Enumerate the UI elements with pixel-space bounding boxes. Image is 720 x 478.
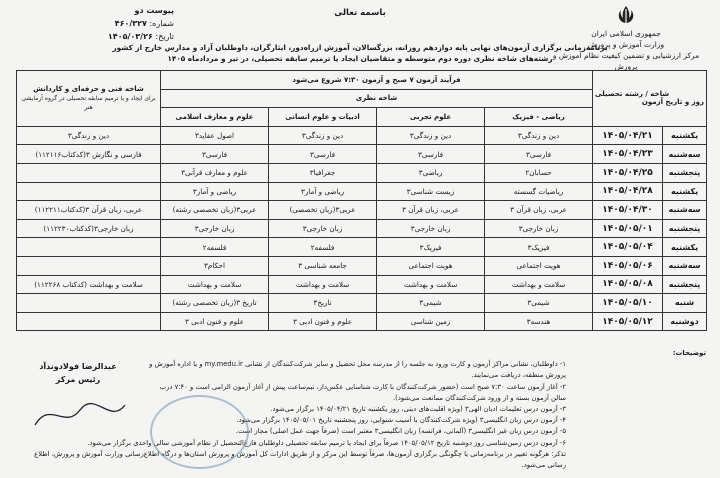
- cell-science: دین و زندگی۳: [377, 126, 485, 145]
- date-cell: ۱۴۰۵/۰۵/۱۰: [593, 294, 663, 313]
- tech-subtitle: برای ایجاد و یا ترمیم سابقه تحصیلی در گروه آزمایشی هنر: [21, 94, 156, 111]
- note-item: ۳- آزمون درس تعلیمات ادیان الهی۳ (ویژه اقلیت‌های دینی، روز یکشنبه تاریخ ۱۴۰۵/۰۴/۲۱ برگزار می‌شود.: [270, 405, 566, 414]
- attachment-label: پیوست دو: [134, 6, 174, 15]
- signer-role: رئیس مرکز: [55, 375, 101, 384]
- cell-tech: دین و زندگی۳: [17, 126, 161, 145]
- date-cell: ۱۴۰۵/۰۴/۲۱: [593, 126, 663, 145]
- corner-bottom: روز و تاریخ آزمون: [641, 98, 705, 107]
- table-row: [17, 145, 707, 164]
- cell-islamic: احکام۳: [161, 256, 269, 275]
- cell-humanities: علوم و فنون ادبی ۳: [269, 312, 377, 331]
- day-cell: یکشنبه: [663, 126, 707, 145]
- cell-math: هویت اجتماعی: [485, 256, 593, 275]
- date-cell: ۱۴۰۵/۰۴/۲۳: [593, 145, 663, 164]
- notes-title: توضیحات:: [672, 349, 706, 357]
- day-cell: دوشنبه: [663, 312, 707, 331]
- day-cell: سه‌شنبه: [663, 256, 707, 275]
- cell-science: شیمی۳: [377, 294, 485, 313]
- cell-humanities: تاریخ۳: [269, 294, 377, 313]
- cell-islamic: زبان خارجی۳: [161, 219, 269, 238]
- cell-math: فارسی۳: [485, 145, 593, 164]
- handwritten-signature: [30, 395, 130, 435]
- table-row: [17, 312, 707, 331]
- note-item: ۵- آزمون درس زبان غیر انگلیسی۳ (آلمانی، فرانسه) زبان انگلیسی۳ معتبر است (صرفاً جهت عمل اصلی) مجاز است.: [235, 427, 566, 436]
- col-header-islamic: علوم و معارف اسلامی: [161, 108, 269, 127]
- cell-islamic: عربی۳(زبان تخصصی رشته): [161, 201, 269, 220]
- number-label: شماره:: [149, 19, 174, 28]
- cell-science: ریاضی۳: [377, 163, 485, 182]
- table-row: [17, 182, 707, 201]
- date-cell: ۱۴۰۵/۰۴/۲۸: [593, 182, 663, 201]
- date-cell: ۱۴۰۵/۰۴/۲۵: [593, 163, 663, 182]
- cell-math: عربی، زبان قرآن ۳: [485, 201, 593, 220]
- cell-science: زیست شناسی۳: [377, 182, 485, 201]
- cell-science: فارسی۳: [377, 145, 485, 164]
- table-row: [17, 256, 707, 275]
- center-name: مرکز ارزشیابی و تضمین کیفیت نظام آموزش و پرورش: [552, 51, 700, 71]
- signature-block: [18, 360, 138, 386]
- tech-title: شاخه فنی و حرفه‌ای و کاردانش: [33, 84, 144, 93]
- note-item: ۲- آغاز آزمون ساعت ۷:۳۰ صبح است (حضور شرکت‌کنندگان با کارت شناسایی عکس‌دار، نیم‌ساعت پیش از آغاز آزمون الزامی است و ۷:۴۰ درب سالن آزمون بسته و از ورود شرکت‌کنندگان ممانعت می‌شود).: [159, 382, 566, 402]
- process-header: فرآیند آزمون ۷ صبح و آزمون ۷:۳۰ شروع می‌شود: [161, 71, 593, 90]
- col-header-humanities: ادبیات و علوم انسانی: [269, 108, 377, 127]
- ministry-name: وزارت آموزش و پرورش: [587, 40, 665, 49]
- date-cell: ۱۴۰۵/۰۵/۰۸: [593, 275, 663, 294]
- number-value: ۴۶۰/۳۲۷: [114, 19, 147, 28]
- cell-science: فیزیک۳: [377, 238, 485, 257]
- letter-meta: [14, 4, 174, 43]
- day-cell: شنبه: [663, 294, 707, 313]
- cell-islamic: علوم و معارف قرآنی۳: [161, 163, 269, 182]
- cell-tech: [17, 238, 161, 257]
- date-cell: ۱۴۰۵/۰۵/۱۲: [593, 312, 663, 331]
- tech-header: [17, 71, 161, 127]
- table-row: [17, 275, 707, 294]
- day-cell: یکشنبه: [663, 182, 707, 201]
- date-cell: ۱۴۰۵/۰۵/۰۶: [593, 256, 663, 275]
- table-row: [17, 294, 707, 313]
- cell-humanities: دین و زندگی۳: [269, 126, 377, 145]
- bismillah-title: باسمه تعالی: [334, 8, 386, 18]
- cell-tech: [17, 163, 161, 182]
- cell-science: عربی، زبان قرآن ۳: [377, 201, 485, 220]
- day-cell: یکشنبه: [663, 238, 707, 257]
- intro-line-2: رشته‌های شاخه نظری دوره دوم متوسطه و متقاضیان ایجاد یا ترمیم سابقه تحصیلی، در تیر و مردادماه ۱۴۰۵: [167, 54, 553, 63]
- country-name: جمهوری اسلامی ایران: [591, 29, 661, 38]
- cell-islamic: فارسی۳: [161, 145, 269, 164]
- cell-math: سلامت و بهداشت: [485, 275, 593, 294]
- note-item: ۶- آزمون درس زمین‌شناسی روز دوشنبه تاریخ ۱۴۰۵/۰۵/۱۲ صرفاً برای ایجاد یا ترمیم سابقه تحصیلی داوطلبان فارغ‌التحصیل از نظام آموزشی سالی واحدی برگزار می‌شود.: [87, 438, 566, 447]
- cell-humanities: فلسفه۲: [269, 238, 377, 257]
- emblem-icon: [615, 4, 637, 26]
- table-row: [17, 219, 707, 238]
- cell-humanities: سلامت و بهداشت: [269, 275, 377, 294]
- schedule-body: [17, 126, 707, 331]
- cell-tech: سلامت و بهداشت (کدکتاب ۱۱۲۲۶۸): [17, 275, 161, 294]
- cell-islamic: سلامت و بهداشت: [161, 275, 269, 294]
- cell-tech: [17, 182, 161, 201]
- col-header-math: ریاضی - فیزیک: [485, 108, 593, 127]
- cell-science: سلامت و بهداشت: [377, 275, 485, 294]
- corner-top: شاخه / رشته تحصیلی: [595, 90, 670, 99]
- corner-header: [593, 71, 707, 127]
- cell-tech: [17, 312, 161, 331]
- col-header-science: علوم تجربی: [377, 108, 485, 127]
- date-label: تاریخ:: [155, 32, 174, 41]
- cell-math: شیمی۳: [485, 294, 593, 313]
- theory-branch-header: شاخه نظری: [161, 89, 593, 108]
- cell-math: زبان خارجی۳: [485, 219, 593, 238]
- cell-humanities: ریاضی و آمار۳: [269, 182, 377, 201]
- cell-tech: فارسی و نگارش ۳(کدکتاب۱۱۲۱۱۶): [17, 145, 161, 164]
- cell-humanities: زبان خارجی۳: [269, 219, 377, 238]
- cell-islamic: فلسفه۲: [161, 238, 269, 257]
- date-cell: ۱۴۰۵/۰۵/۰۱: [593, 219, 663, 238]
- cell-islamic: اصول عقاید۳: [161, 126, 269, 145]
- table-row: [17, 163, 707, 182]
- day-cell: سه‌شنبه: [663, 201, 707, 220]
- date-value: ۱۴۰۵/۰۳/۲۶: [107, 32, 153, 41]
- day-cell: سه‌شنبه: [663, 145, 707, 164]
- cell-humanities: جغرافیا۳: [269, 163, 377, 182]
- note-item: ۱- داوطلبان، نشانی مراکز آزمون و کارت ورود به جلسه را از مدرسه محل تحصیل و سایر شرکت‌کنندگان از نشانی my.medu.ir و یا اداره آموزش و پرورش منطقه، دریافت می‌نمایند.: [149, 360, 566, 380]
- table-row: [17, 126, 707, 145]
- day-cell: پنجشنبه: [663, 219, 707, 238]
- table-row: [17, 201, 707, 220]
- cell-tech: [17, 256, 161, 275]
- cell-humanities: عربی۳(زبان تخصصی): [269, 201, 377, 220]
- official-stamp: [150, 395, 249, 469]
- note-item: ۴- آزمون درس زبان انگلیسی۳ (ویژه شرکت‌کنندگان با آسیب شنوایی، روز پنجشنبه تاریخ ۱۴۰۵/۰۵/۰۱ برگزار می‌شود.: [236, 416, 566, 425]
- cell-math: ریاضیات گسسته: [485, 182, 593, 201]
- note-item: تذکر: هرگونه تغییر در برنامه‌زمانی یا چگونگی برگزاری آزمون‌ها، صرفاً توسط این مرکز و از طریق ادارات کل آموزش و پرورش استان‌ها و درگاه اطلاع‌رسانی وزارت آموزش و پرورش، اطلاع رسانی می‌شود.: [34, 449, 566, 470]
- cell-tech: [17, 294, 161, 313]
- date-cell: ۱۴۰۵/۰۵/۰۴: [593, 238, 663, 257]
- intro-line-1: برنامه‌زمانی برگزاری آزمون‌های نهایی پایه دوازدهم روزانه، بزرگسالان، آموزش ازراه‌دور، ایثارگران، داوطلبان آزاد و مدارس خارج از کشور: [112, 43, 608, 52]
- cell-islamic: ریاضی و آمار۳: [161, 182, 269, 201]
- signer-name: عبدالرضا فولادوندآد: [39, 362, 117, 371]
- cell-tech: عربی، زبان قرآن ۳(کدکتاب۱۱۲۲۱۱): [17, 201, 161, 220]
- cell-science: هویت اجتماعی: [377, 256, 485, 275]
- exam-schedule-table: [16, 70, 707, 331]
- cell-tech: زبان خارجی۳(کدکتاب۱۱۲۲۳۰): [17, 219, 161, 238]
- cell-science: زبان خارجی۳: [377, 219, 485, 238]
- table-row: [17, 238, 707, 257]
- cell-islamic: تاریخ ۳(زبان تخصصی رشته): [161, 294, 269, 313]
- cell-math: فیزیک۳: [485, 238, 593, 257]
- cell-humanities: جامعه شناسی ۳: [269, 256, 377, 275]
- date-cell: ۱۴۰۵/۰۴/۳۰: [593, 201, 663, 220]
- cell-islamic: علوم و فنون ادبی ۳: [161, 312, 269, 331]
- cell-humanities: فارسی۳: [269, 145, 377, 164]
- intro-text: [14, 42, 706, 64]
- cell-math: دین و زندگی۳: [485, 126, 593, 145]
- cell-science: زمین شناسی: [377, 312, 485, 331]
- day-cell: پنجشنبه: [663, 163, 707, 182]
- cell-math: هندسه۳: [485, 312, 593, 331]
- day-cell: پنجشنبه: [663, 275, 707, 294]
- cell-math: حسابان۲: [485, 163, 593, 182]
